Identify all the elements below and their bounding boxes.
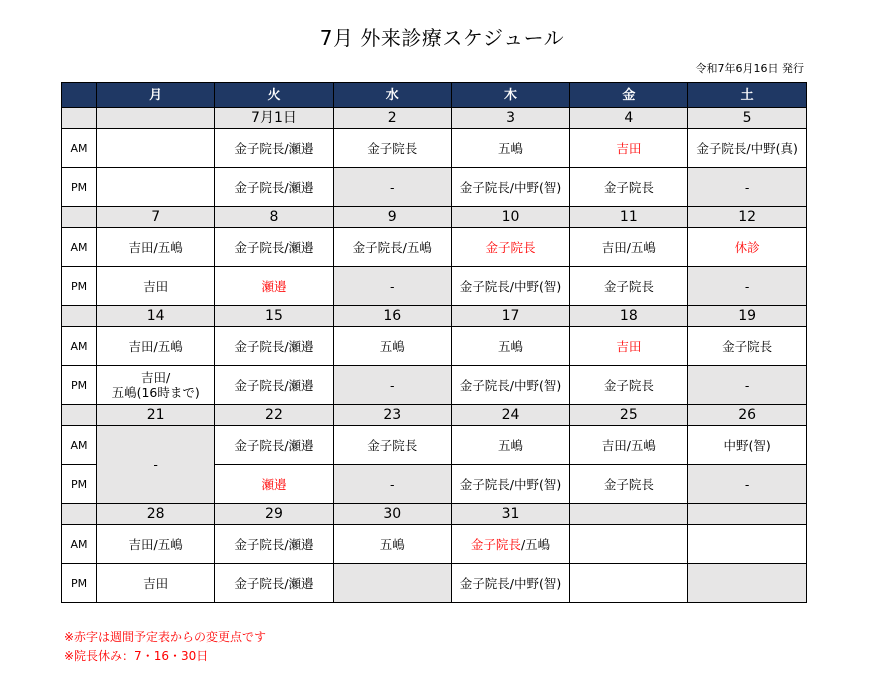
doctor-text: 吉田/五嶋 (601, 437, 656, 453)
doctor-text: 瀬邉 (261, 278, 287, 294)
date-cell: 4 (570, 108, 688, 129)
pm-row (62, 564, 807, 603)
schedule-cell (451, 267, 569, 306)
doctor-text: 金子院長/中野(智) (459, 179, 562, 195)
merged-closed-cell: - (97, 426, 215, 504)
date-cell: 10 (451, 207, 569, 228)
schedule-cell (570, 228, 688, 267)
schedule-cell (451, 327, 569, 366)
schedule-cell (97, 228, 215, 267)
schedule-cell (570, 366, 688, 405)
schedule-cell (215, 168, 333, 207)
schedule-cell (215, 267, 333, 306)
date-cell: 31 (451, 504, 569, 525)
date-cell: 17 (451, 306, 569, 327)
schedule-cell (688, 366, 806, 405)
am-label: AM (62, 327, 97, 366)
doctor-text: 金子院長/中野(智) (459, 278, 562, 294)
am-label: AM (62, 426, 97, 465)
am-label: AM (62, 525, 97, 564)
doctor-text: 吉田/五嶋 (128, 536, 183, 552)
schedule-cell (451, 525, 569, 564)
schedule-cell (97, 168, 215, 207)
doctor-text: - (744, 278, 750, 294)
doctor-text: 五嶋 (379, 338, 405, 354)
schedule-cell (215, 366, 333, 405)
date-cell: 30 (333, 504, 451, 525)
doctor-text: 吉田/五嶋 (601, 239, 656, 255)
am-row (62, 228, 807, 267)
date-row-label (62, 306, 97, 327)
schedule-cell (688, 564, 806, 603)
doctor-text: 金子院長/瀬邉 (234, 536, 314, 552)
schedule-cell (333, 168, 451, 207)
note-director-off: ※院長休み：7・16・30日 (64, 649, 209, 663)
schedule-cell (570, 465, 688, 504)
doctor-text: - (389, 377, 395, 393)
schedule-cell (688, 228, 806, 267)
schedule-cell (688, 525, 806, 564)
doctor-text: 金子院長 (603, 377, 654, 393)
doctor-text: 金子院長/瀬邉 (234, 575, 314, 591)
schedule-cell (215, 465, 333, 504)
date-cell: 15 (215, 306, 333, 327)
date-cell: 9 (333, 207, 451, 228)
date-row (62, 405, 807, 426)
doctor-text: 五嶋 (498, 437, 524, 453)
doctor-text: - (744, 476, 750, 492)
schedule-cell (570, 168, 688, 207)
doctor-text: - (389, 278, 395, 294)
doctor-text: 五嶋 (498, 338, 524, 354)
am-row (62, 129, 807, 168)
schedule-cell (215, 525, 333, 564)
doctor-text: 金子院長 (603, 179, 654, 195)
doctor-text: 休診 (734, 239, 760, 255)
schedule-cell (570, 129, 688, 168)
am-row (62, 426, 807, 465)
doctor-text: 金子院長/中野(智) (459, 476, 562, 492)
doctor-text: 金子院長 (603, 476, 654, 492)
schedule-cell (451, 366, 569, 405)
schedule-cell (451, 168, 569, 207)
schedule-cell (451, 228, 569, 267)
doctor-text: 吉田 (143, 575, 169, 591)
date-row (62, 306, 807, 327)
schedule-cell (333, 327, 451, 366)
date-cell: 25 (570, 405, 688, 426)
doctor-text: 金子院長/瀬邉 (234, 338, 314, 354)
schedule-cell (333, 564, 451, 603)
date-cell: 23 (333, 405, 451, 426)
doctor-text: /五嶋 (520, 536, 551, 552)
date-row (62, 207, 807, 228)
doctor-text: 瀬邉 (261, 476, 287, 492)
pm-row (62, 267, 807, 306)
schedule-cell (215, 564, 333, 603)
doctor-text: 金子院長/五嶋 (352, 239, 432, 255)
doctor-text: - (744, 179, 750, 195)
weekday-header: 月 (97, 83, 215, 108)
schedule-cell (688, 327, 806, 366)
schedule-cell (215, 327, 333, 366)
header-corner (62, 83, 97, 108)
doctor-text: 吉田 (616, 338, 642, 354)
schedule-table (61, 82, 807, 603)
weekday-header: 金 (570, 83, 688, 108)
date-cell: 29 (215, 504, 333, 525)
weekday-header: 火 (215, 83, 333, 108)
doctor-text: 金子院長/中野(智) (459, 377, 562, 393)
date-cell (570, 504, 688, 525)
doctor-text: 金子院長 (722, 338, 773, 354)
schedule-cell (688, 129, 806, 168)
pm-row (62, 168, 807, 207)
date-row-label (62, 108, 97, 129)
schedule-cell (451, 129, 569, 168)
date-cell: 18 (570, 306, 688, 327)
weekday-header: 水 (333, 83, 451, 108)
date-cell: 19 (688, 306, 806, 327)
schedule-cell (97, 564, 215, 603)
pm-label: PM (62, 564, 97, 603)
am-row (62, 327, 807, 366)
schedule-cell (333, 426, 451, 465)
date-row (62, 504, 807, 525)
pm-label: PM (62, 267, 97, 306)
doctor-text: - (744, 377, 750, 393)
doctor-text: 金子院長/瀬邉 (234, 239, 314, 255)
doctor-text: 吉田/五嶋 (128, 338, 183, 354)
doctor-text: 金子院長/瀬邉 (234, 437, 314, 453)
schedule-cell (570, 426, 688, 465)
date-cell: 2 (333, 108, 451, 129)
am-row (62, 525, 807, 564)
date-cell: 5 (688, 108, 806, 129)
doctor-text-line: 五嶋(16時まで) (111, 385, 200, 400)
date-cell: 7 (97, 207, 215, 228)
doctor-text: 金子院長/瀬邉 (234, 377, 314, 393)
schedule-cell (451, 465, 569, 504)
pm-label: PM (62, 168, 97, 207)
date-cell: 14 (97, 306, 215, 327)
issue-date: 令和7年6月16日 発行 (695, 62, 804, 75)
schedule-cell (215, 129, 333, 168)
doctor-text: 金子院長 (603, 278, 654, 294)
doctor-text: 金子院長 (367, 437, 418, 453)
pm-label: PM (62, 465, 97, 504)
date-cell: 8 (215, 207, 333, 228)
date-cell: 12 (688, 207, 806, 228)
schedule-cell (570, 327, 688, 366)
schedule-cell (97, 366, 215, 405)
weekday-header-row (62, 83, 807, 108)
schedule-cell (570, 267, 688, 306)
notes (64, 628, 266, 666)
date-cell: 21 (97, 405, 215, 426)
date-cell: 24 (451, 405, 569, 426)
date-cell: 16 (333, 306, 451, 327)
date-cell: 28 (97, 504, 215, 525)
doctor-text: 金子院長 (367, 140, 418, 156)
doctor-text: 金子院長 (470, 536, 521, 552)
doctor-text: 吉田 (616, 140, 642, 156)
pm-label: PM (62, 366, 97, 405)
date-cell (688, 504, 806, 525)
schedule-cell (451, 426, 569, 465)
schedule-cell (688, 168, 806, 207)
date-cell: 26 (688, 405, 806, 426)
schedule-cell (97, 129, 215, 168)
date-row-label (62, 405, 97, 426)
am-label: AM (62, 129, 97, 168)
schedule-cell (333, 267, 451, 306)
doctor-text: 五嶋 (379, 536, 405, 552)
schedule-cell (97, 525, 215, 564)
date-row-label (62, 207, 97, 228)
schedule-cell (333, 129, 451, 168)
doctor-text-line: 吉田/ (141, 370, 171, 385)
schedule-cell (570, 525, 688, 564)
schedule-cell (688, 426, 806, 465)
doctor-text: 金子院長 (485, 239, 536, 255)
date-row (62, 108, 807, 129)
weekday-header: 土 (688, 83, 806, 108)
date-row-label (62, 504, 97, 525)
schedule-cell (688, 465, 806, 504)
date-cell (97, 108, 215, 129)
schedule-cell (333, 366, 451, 405)
note-red-text: ※赤字は週間予定表からの変更点です (64, 630, 267, 644)
doctor-text: 中野(智) (723, 437, 771, 453)
schedule-cell (451, 564, 569, 603)
date-cell: 3 (451, 108, 569, 129)
doctor-text: 金子院長/瀬邉 (234, 179, 314, 195)
schedule-cell (333, 465, 451, 504)
weekday-header: 木 (451, 83, 569, 108)
schedule-cell (688, 267, 806, 306)
doctor-text: 金子院長/中野(真) (696, 140, 798, 156)
date-cell: 7月1日 (215, 108, 333, 129)
date-cell: 22 (215, 405, 333, 426)
doctor-text: 吉田 (143, 278, 169, 294)
schedule-cell (97, 267, 215, 306)
doctor-text: - (389, 179, 395, 195)
doctor-text: 吉田/五嶋 (128, 239, 183, 255)
schedule-cell (333, 228, 451, 267)
schedule-cell (97, 327, 215, 366)
am-label: AM (62, 228, 97, 267)
doctor-text: - (389, 476, 395, 492)
doctor-text: 金子院長/中野(智) (459, 575, 562, 591)
schedule-cell (215, 228, 333, 267)
schedule-cell (570, 564, 688, 603)
doctor-text: 五嶋 (498, 140, 524, 156)
doctor-text: 金子院長/瀬邉 (234, 140, 314, 156)
date-cell: 11 (570, 207, 688, 228)
schedule-cell (333, 525, 451, 564)
schedule-cell (215, 426, 333, 465)
page-title: 7月 外来診療スケジュール (319, 26, 565, 50)
pm-row (62, 366, 807, 405)
